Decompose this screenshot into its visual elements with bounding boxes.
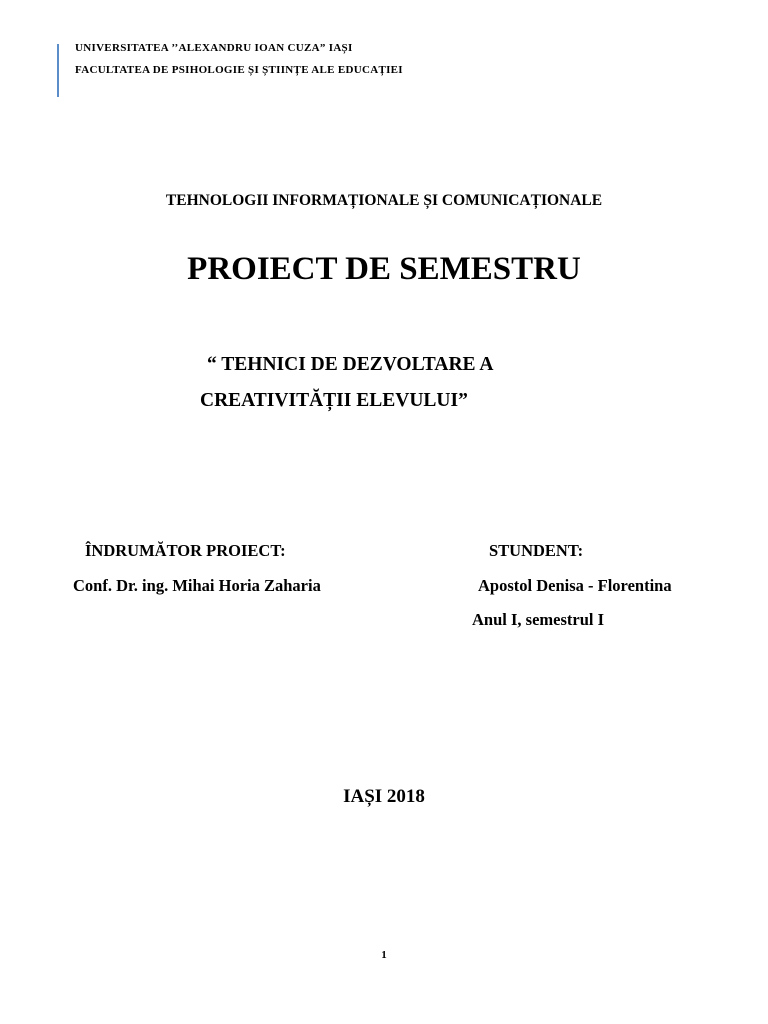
- student-name: Apostol Denisa - Florentina: [478, 576, 672, 595]
- coordinator-name: Conf. Dr. ing. Mihai Horia Zaharia: [73, 576, 321, 595]
- document-title: PROIECT DE SEMESTRU: [187, 251, 581, 287]
- header-vertical-rule: [57, 44, 59, 97]
- place-and-year: IAȘI 2018: [343, 786, 425, 807]
- faculty-name: FACULTATEA DE PSIHOLOGIE ȘI ȘTIINȚE ALE EDUCAȚIEI: [75, 64, 403, 76]
- project-title-line-1: “ TEHNICI DE DEZVOLTARE A: [207, 354, 494, 375]
- student-label: STUNDENT:: [489, 541, 584, 560]
- course-name: TEHNOLOGII INFORMAȚIONALE ȘI COMUNICAȚIONALE: [165, 192, 603, 209]
- student-year: Anul I, semestrul I: [472, 610, 605, 629]
- university-name: UNIVERSITATEA ’’ALEXANDRU IOAN CUZA” IAȘI: [75, 42, 353, 54]
- coordinator-label: ÎNDRUMĂTOR PROIECT:: [85, 541, 286, 560]
- project-title-line-2: CREATIVITĂȚII ELEVULUI”: [200, 390, 468, 411]
- page-number: 1: [381, 949, 387, 961]
